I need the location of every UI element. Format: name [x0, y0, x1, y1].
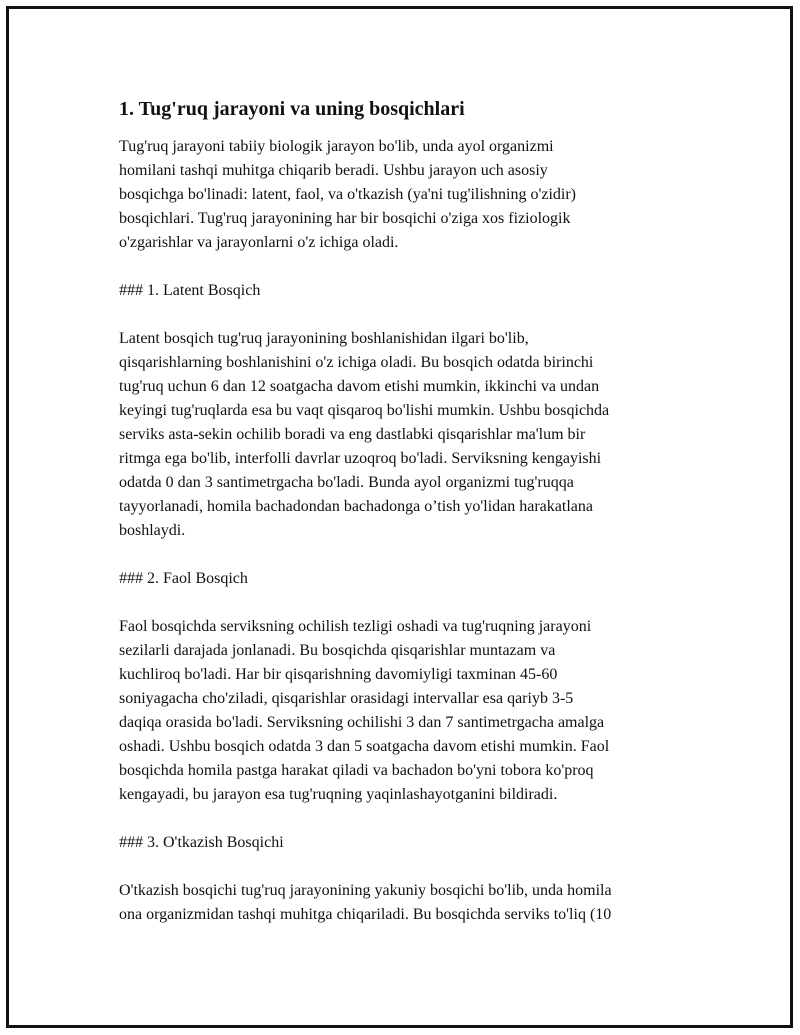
section-heading-otkazish: ### 3. O'tkazish Bosqichi — [119, 834, 284, 851]
paragraph-line: Faol bosqichda serviksning ochilish tezligi oshadi va tug'ruqning jarayoni — [119, 618, 592, 635]
intro-line: bosqichga bo'linadi: latent, faol, va o'tkazish (ya'ni tug'ilishning o'zidir) — [119, 186, 576, 203]
intro-line: homilani tashqi muhitga chiqarib beradi. Ushbu jarayon uch asosiy — [119, 162, 548, 179]
paragraph-line: tug'ruq uchun 6 dan 12 soatgacha davom etishi mumkin, ikkinchi va undan — [119, 378, 600, 395]
paragraph-line: tayyorlanadi, homila bachadondan bachadonga o’tish yo'lidan harakatlana — [119, 498, 593, 515]
paragraph-line: serviks asta-sekin ochilib boradi va eng dastlabki qisqarishlar ma'lum bir — [119, 426, 586, 443]
paragraph-line: soniyagacha cho'ziladi, qisqarishlar orasidagi intervallar esa qariyb 3-5 — [119, 690, 574, 707]
paragraph-line: keyingi tug'ruqlarda esa bu vaqt qisqaroq bo'lishi mumkin. Ushbu bosqichda — [119, 402, 610, 419]
paragraph-line: O'tkazish bosqichi tug'ruq jarayonining yakuniy bosqichi bo'lib, unda homila — [119, 882, 612, 899]
paragraph-line: odatda 0 dan 3 santimetrgacha bo'ladi. Bunda ayol organizmi tug'ruqqa — [119, 474, 574, 491]
paragraph-line: sezilarli darajada jonlanadi. Bu bosqichda qisqarishlar muntazam va — [119, 642, 556, 659]
intro-line: o'zgarishlar va jarayonlarni o'z ichiga oladi. — [119, 234, 399, 251]
paragraph-line: Latent bosqich tug'ruq jarayonining boshlanishidan ilgari bo'lib, — [119, 330, 529, 347]
document-title: 1. Tug'ruq jarayoni va uning bosqichlari — [119, 98, 465, 120]
document-page — [6, 6, 793, 1028]
paragraph-line: qisqarishlarning boshlanishini o'z ichiga oladi. Bu bosqich odatda birinchi — [119, 354, 594, 371]
document-body — [119, 95, 694, 951]
paragraph-line: kuchliroq bo'ladi. Har bir qisqarishning davomiyligi taxminan 45-60 — [119, 666, 558, 683]
section-heading-latent: ### 1. Latent Bosqich — [119, 282, 261, 299]
paragraph-line: oshadi. Ushbu bosqich odatda 3 dan 5 soatgacha davom etishi mumkin. Faol — [119, 738, 610, 755]
paragraph-line: ona organizmidan tashqi muhitga chiqariladi. Bu bosqichda serviks to'liq (10 — [119, 906, 612, 923]
intro-line: bosqichlari. Tug'ruq jarayonining har bir bosqichi o'ziga xos fiziologik — [119, 210, 571, 227]
intro-line: Tug'ruq jarayoni tabiiy biologik jarayon bo'lib, unda ayol organizmi — [119, 138, 554, 155]
paragraph-line: ritmga ega bo'lib, interfolli davrlar uzoqroq bo'ladi. Serviksning kengayishi — [119, 450, 602, 467]
otkazish-paragraph — [119, 879, 694, 927]
intro-paragraph — [119, 135, 694, 255]
paragraph-line: kengayadi, bu jarayon esa tug'ruqning yaqinlashayotganini bildiradi. — [119, 786, 558, 803]
paragraph-line: bosqichda homila pastga harakat qiladi va bachadon bo'yni tobora ko'proq — [119, 762, 594, 779]
paragraph-line: boshlaydi. — [119, 522, 186, 539]
paragraph-line: daqiqa orasida bo'ladi. Serviksning ochilishi 3 dan 7 santimetrgacha amalga — [119, 714, 605, 731]
faol-paragraph — [119, 615, 694, 807]
section-heading-faol: ### 2. Faol Bosqich — [119, 570, 248, 587]
latent-paragraph — [119, 327, 694, 543]
